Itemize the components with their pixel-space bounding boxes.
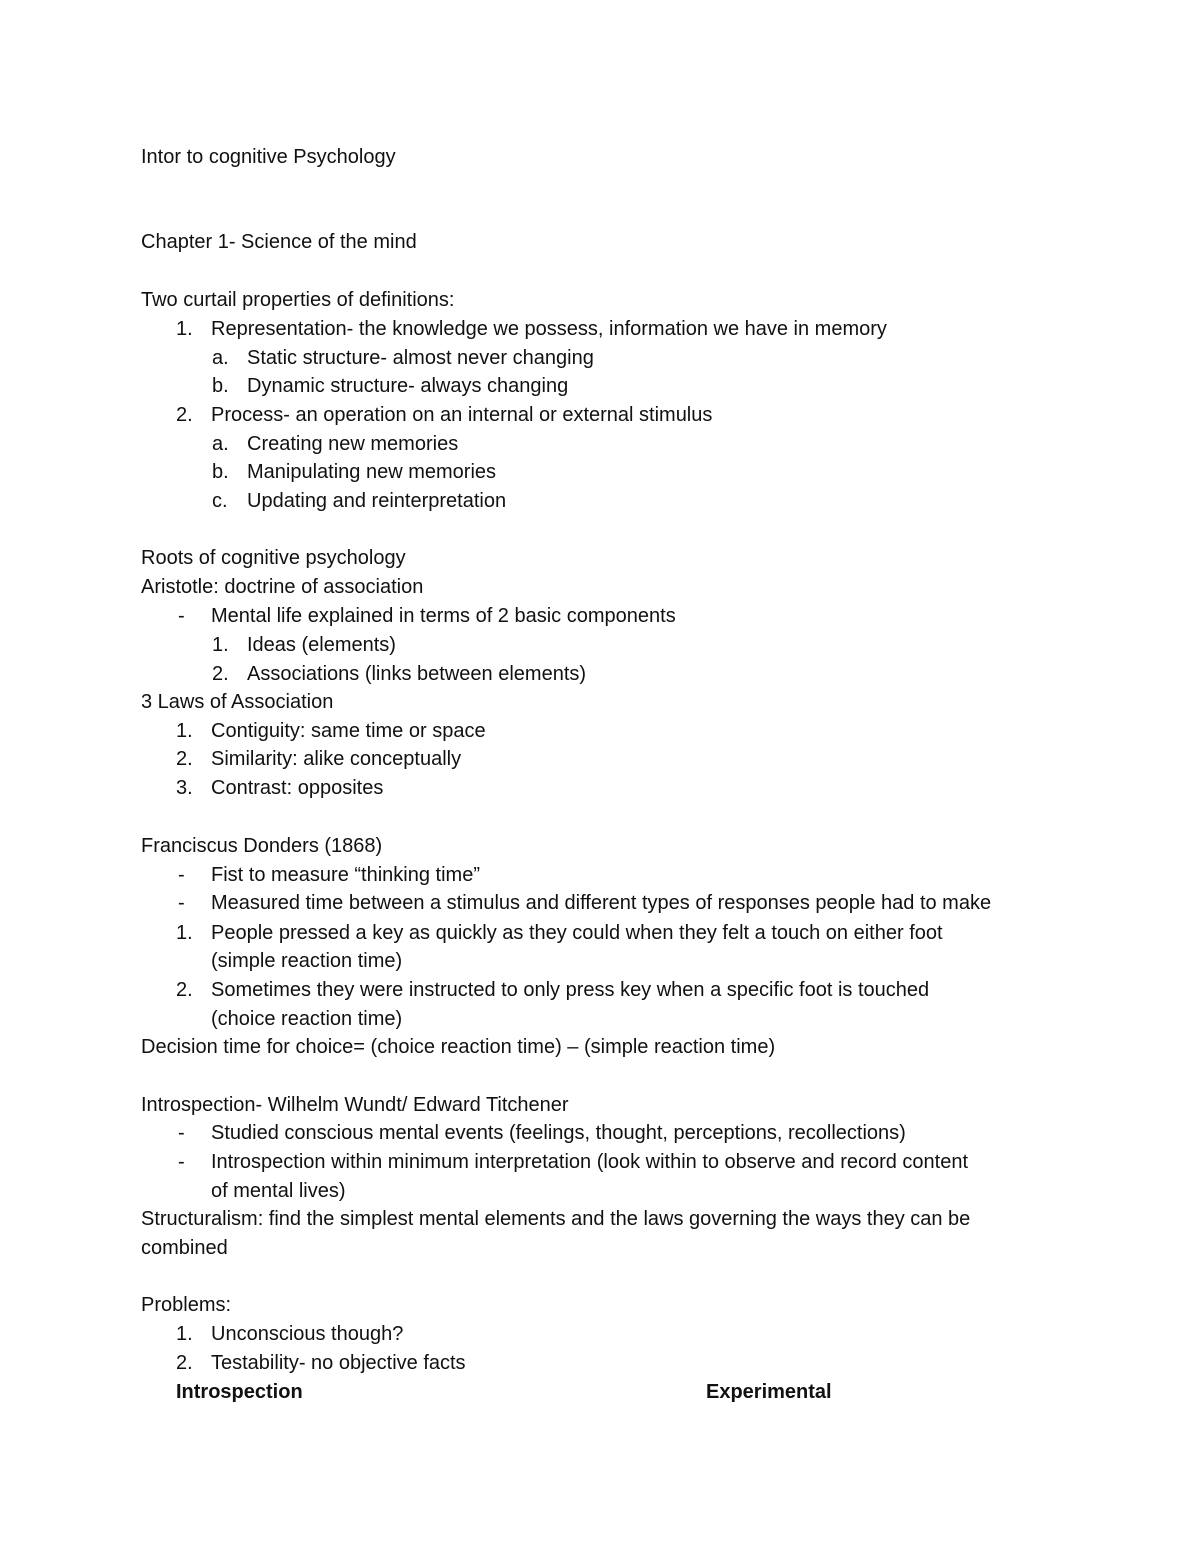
list-item: Similarity: alike conceptually — [211, 748, 462, 770]
list-marker: 2. — [176, 1352, 193, 1374]
list-marker: b. — [212, 461, 229, 483]
list-item: People pressed a key as quickly as they could when they felt a touch on either foot — [211, 922, 943, 944]
list-marker: - — [178, 864, 185, 886]
list-marker: 1. — [176, 720, 193, 742]
list-marker: 2. — [212, 663, 229, 685]
list-item: Associations (links between elements) — [247, 663, 587, 685]
list-item: Contiguity: same time or space — [211, 720, 486, 742]
list-item: Dynamic structure- always changing — [247, 375, 569, 397]
list-item: Creating new memories — [247, 433, 459, 455]
paragraph-line: Structuralism: find the simplest mental elements and the laws governing the ways they can be — [141, 1208, 971, 1230]
definitions-heading: Two curtail properties of definitions: — [141, 289, 455, 311]
section-heading: Franciscus Donders (1868) — [141, 835, 383, 857]
section-heading: Roots of cognitive psychology — [141, 547, 406, 569]
list-item: Static structure- almost never changing — [247, 347, 594, 369]
list-marker: a. — [212, 433, 229, 455]
section-heading: Introspection- Wilhelm Wundt/ Edward Titchener — [141, 1094, 569, 1116]
list-item: Ideas (elements) — [247, 634, 396, 656]
list-item: Updating and reinterpretation — [247, 490, 507, 512]
chapter-heading: Chapter 1- Science of the mind — [141, 231, 417, 253]
list-item: Mental life explained in terms of 2 basic components — [211, 605, 676, 627]
list-marker: - — [178, 1122, 185, 1144]
column-header-experimental: Experimental — [706, 1381, 832, 1403]
paragraph-line: combined — [141, 1237, 228, 1259]
list-marker: 2. — [176, 748, 193, 770]
list-item: Measured time between a stimulus and different types of responses people had to make — [211, 892, 992, 914]
list-item: Introspection within minimum interpretation (look within to observe and record content — [211, 1151, 969, 1173]
list-item: Unconscious though? — [211, 1323, 404, 1345]
list-item: Testability- no objective facts — [211, 1352, 466, 1374]
list-item: Contrast: opposites — [211, 777, 384, 799]
column-header-introspection: Introspection — [176, 1381, 303, 1403]
list-item: Manipulating new memories — [247, 461, 497, 483]
list-marker: b. — [212, 375, 229, 397]
list-marker: 3. — [176, 777, 193, 799]
list-marker: 2. — [176, 404, 193, 426]
formula-line: Decision time for choice= (choice reaction time) – (simple reaction time) — [141, 1036, 776, 1058]
list-marker: 1. — [176, 318, 193, 340]
list-item-continuation: of mental lives) — [211, 1180, 346, 1202]
section-heading: Problems: — [141, 1294, 232, 1316]
document-title: Intor to cognitive Psychology — [141, 146, 396, 168]
list-marker: 1. — [176, 1323, 193, 1345]
list-marker: c. — [212, 490, 228, 512]
list-marker: 1. — [176, 922, 193, 944]
list-item-continuation: (simple reaction time) — [211, 950, 403, 972]
list-item: Sometimes they were instructed to only press key when a specific foot is touched — [211, 979, 930, 1001]
list-marker: - — [178, 1151, 185, 1173]
list-marker: 1. — [212, 634, 229, 656]
subheading: Aristotle: doctrine of association — [141, 576, 424, 598]
list-item: Representation- the knowledge we possess, information we have in memory — [211, 318, 887, 340]
list-item: Studied conscious mental events (feelings, thought, perceptions, recollections) — [211, 1122, 906, 1144]
subheading: 3 Laws of Association — [141, 691, 334, 713]
list-marker: a. — [212, 347, 229, 369]
list-item: Process- an operation on an internal or external stimulus — [211, 404, 713, 426]
list-marker: - — [178, 892, 185, 914]
list-marker: - — [178, 605, 185, 627]
list-marker: 2. — [176, 979, 193, 1001]
list-item-continuation: (choice reaction time) — [211, 1008, 403, 1030]
list-item: Fist to measure “thinking time” — [211, 864, 480, 886]
